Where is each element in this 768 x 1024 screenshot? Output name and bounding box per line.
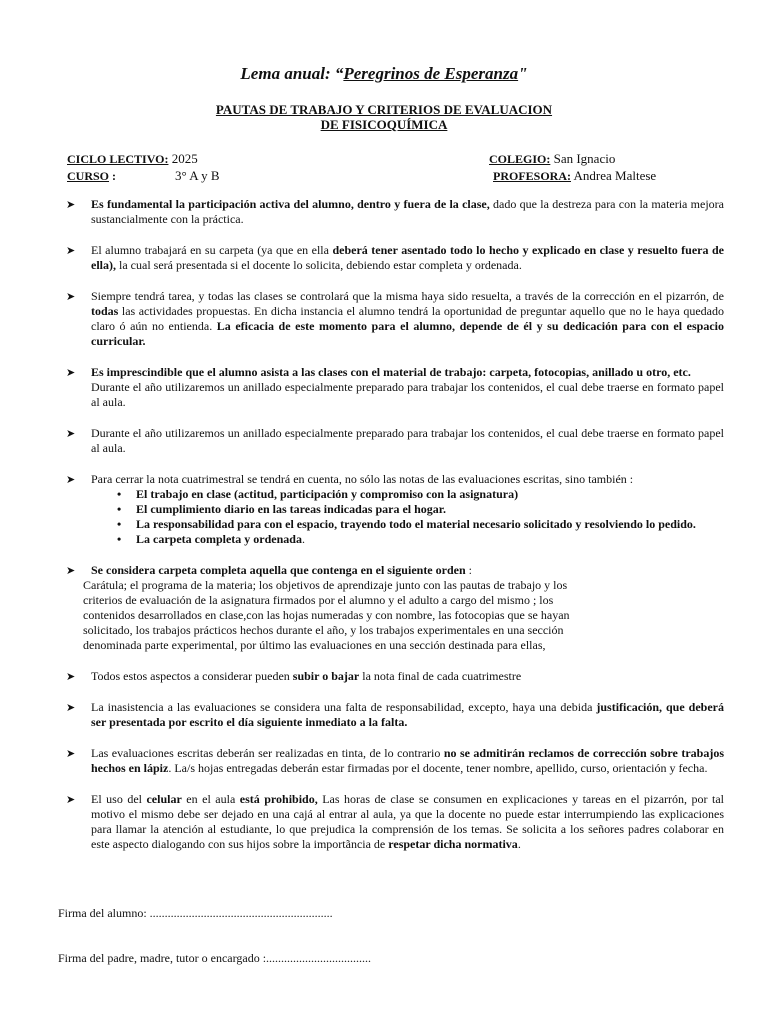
arrow-bullet-icon: ➤ bbox=[66, 670, 76, 683]
arrow-bullet-icon: ➤ bbox=[66, 473, 76, 486]
arrow-bullet-icon: ➤ bbox=[66, 290, 76, 303]
lema-name: Peregrinos de Esperanza bbox=[343, 64, 519, 83]
list-item bbox=[66, 197, 724, 227]
item-text: La eficacia de este momento para el alumno, depende de él y su dedicación para con el espacio curricular. bbox=[91, 319, 724, 348]
arrow-bullet-icon: ➤ bbox=[66, 427, 76, 440]
item-text: Las evaluaciones escritas deberán ser realizadas en tinta, de lo contrario bbox=[91, 746, 444, 760]
arrow-bullet-icon: ➤ bbox=[66, 701, 76, 714]
sub-item: • El cumplimiento diario en las tareas indicadas para el hogar. bbox=[91, 502, 724, 517]
sub-item-text: . bbox=[301, 532, 305, 546]
list-item bbox=[66, 289, 724, 349]
arrow-bullet-icon: ➤ bbox=[66, 564, 76, 577]
title-line-1: PAUTAS DE TRABAJO Y CRITERIOS DE EVALUACION bbox=[215, 102, 553, 117]
firma-padre: Firma del padre, madre, tutor o encargado :................................... bbox=[58, 951, 372, 965]
item-text: : bbox=[465, 563, 472, 577]
lema-prefix: Lema anual: “ bbox=[240, 64, 344, 83]
item-text: Es imprescindible que el alumno asista a las clases con el material de trabajo: carpeta, fotocopias, anillado u otro, etc. bbox=[91, 365, 691, 379]
item-text: las actividades propuestas. En dicha instancia el alumno tendrá la oportunidad de preguntar aquello que no le haya quedado claro ó aún no entienda. bbox=[91, 304, 724, 333]
arrow-bullet-icon: ➤ bbox=[66, 366, 76, 379]
item-text: Durante el año utilizaremos un anillado especialmente preparado para trabajar los contenidos, el cual debe traerse en formato papel al aula. bbox=[91, 426, 724, 455]
item-text: Es fundamental la participación activa del alumno, dentro y fuera de la clase, bbox=[91, 197, 490, 211]
item-text: Se considera carpeta completa aquella que contenga en el siguiente orden bbox=[91, 563, 466, 577]
item-text: la nota final de cada cuatrimestre bbox=[359, 669, 522, 683]
item-text: . La/s hojas entregadas deberán estar firmadas por el docente, tener nombre, apellido, curso, orientación y fecha. bbox=[168, 761, 708, 775]
item-text: Siempre tendrá tarea, y todas las clases se controlará que la misma haya sido resuelta, a través de la corrección en el pizarrón, de bbox=[91, 289, 724, 303]
item-text: justificación, que deberá ser presentada por escrito el día siguiente inmediato a la falta. bbox=[91, 700, 724, 729]
item-text: La inasistencia a las evaluaciones se considera una falta de responsabilidad, excepto, haya una debida bbox=[91, 700, 597, 714]
arrow-bullet-icon: ➤ bbox=[66, 198, 76, 211]
item-text: deberá tener asentado todo lo hecho y explicado en clase y resuelto fuera de ella), bbox=[91, 243, 724, 272]
curso-value: 3° A y B bbox=[175, 168, 220, 183]
list-item bbox=[66, 563, 724, 653]
sub-item bbox=[91, 532, 724, 547]
document-title bbox=[0, 102, 768, 132]
title-line-2: DE FISICOQUÍMICA bbox=[320, 117, 448, 132]
profesora-value: Andrea Maltese bbox=[571, 168, 657, 183]
item-text: la cual será presentada si el docente lo solicita, debiendo estar completa y ordenada. bbox=[116, 258, 522, 272]
list-item bbox=[66, 669, 724, 684]
item-text: respetar dicha normativa bbox=[388, 837, 518, 851]
sub-item-text: La carpeta completa y ordenada bbox=[136, 532, 302, 546]
list-item bbox=[66, 700, 724, 730]
item-text: . bbox=[517, 837, 521, 851]
arrow-bullet-icon: ➤ bbox=[66, 244, 76, 257]
colegio-value: San Ignacio bbox=[550, 151, 616, 166]
list-item bbox=[66, 746, 724, 776]
sub-list bbox=[91, 487, 724, 547]
sub-item: • El trabajo en clase (actitud, participación y compromiso con la asignatura) bbox=[91, 487, 724, 502]
curso-separator: : bbox=[109, 169, 117, 183]
item-text: El alumno trabajará en su carpeta (ya que en ella bbox=[91, 243, 333, 257]
colegio-label: COLEGIO: bbox=[489, 152, 551, 166]
item-text: todas bbox=[91, 304, 119, 318]
item-text: está prohibido, bbox=[239, 792, 318, 806]
item-text: dado que la destreza para con la materia mejora sustancialmente con la práctica. bbox=[91, 197, 724, 226]
pautas-list bbox=[66, 197, 724, 868]
sub-item: • La responsabilidad para con el espacio, trayendo todo el material necesario solicitado y resolviendo lo pedido. bbox=[91, 517, 724, 532]
arrow-bullet-icon: ➤ bbox=[66, 747, 76, 760]
list-item bbox=[66, 472, 724, 547]
curso bbox=[67, 168, 220, 184]
profesora-label: PROFESORA: bbox=[493, 169, 571, 183]
ciclo-label: CICLO LECTIVO: bbox=[67, 152, 169, 166]
list-item bbox=[66, 243, 724, 273]
item-text: El uso del bbox=[91, 792, 147, 806]
item-text: Para cerrar la nota cuatrimestral se tendrá en cuenta, no sólo las notas de las evaluaciones escritas, sino también : bbox=[91, 472, 634, 486]
item-text: en el aula bbox=[181, 792, 240, 806]
carpeta-contents: Carátula; el programa de la materia; los objetivos de aprendizaje junto con las pautas de trabajo y los criterios de evaluación de la asignatura firmados por el alumno y el adulto a cargo del mismo ; los contenidos desarrollados en clase,con las hojas numeradas y con nombre, las fotocopias que se hayan solicitado, los trabajos prácticos hechos durante el año, y los trabajos experimentales en una sección denominada parte experimental, por último las evaluaciones en una sección destinada para ellas, bbox=[83, 578, 570, 652]
item-text: celular bbox=[146, 792, 182, 806]
list-item bbox=[66, 792, 724, 852]
list-item bbox=[66, 365, 724, 410]
item-text: Durante el año utilizaremos un anillado especialmente preparado para trabajar los contenidos, el cual debe traerse en formato papel al aula. bbox=[91, 380, 724, 409]
colegio bbox=[489, 151, 615, 167]
profesora bbox=[493, 168, 656, 184]
item-text: subir o bajar bbox=[292, 669, 360, 683]
item-text: no se admitirán reclamos de corrección sobre trabajos hechos en lápiz bbox=[91, 746, 724, 775]
firma-alumno: Firma del alumno: ............................................................. bbox=[58, 906, 333, 920]
item-text: Las horas de clase se consumen en explicaciones y tareas en el pizarrón, por tal motivo el mismo debe ser dejado en una cajá al entrar al aula, ya que la docente no puede estar interrumpiendo las explicaciones para llamar la atención al estudiante, lo que prejudica la comprensión de los temas. Se solicita a los señores padres colaborar en este aspecto dialogando con sus hijos sobre la importãncia de bbox=[91, 792, 724, 851]
curso-label: CURSO bbox=[67, 169, 110, 183]
lema-suffix: " bbox=[518, 64, 528, 83]
ciclo-lectivo bbox=[67, 151, 198, 167]
arrow-bullet-icon: ➤ bbox=[66, 793, 76, 806]
item-text: Todos estos aspectos a considerar pueden bbox=[91, 669, 293, 683]
list-item bbox=[66, 426, 724, 456]
lema-anual bbox=[0, 66, 768, 81]
ciclo-value: 2025 bbox=[168, 151, 198, 166]
